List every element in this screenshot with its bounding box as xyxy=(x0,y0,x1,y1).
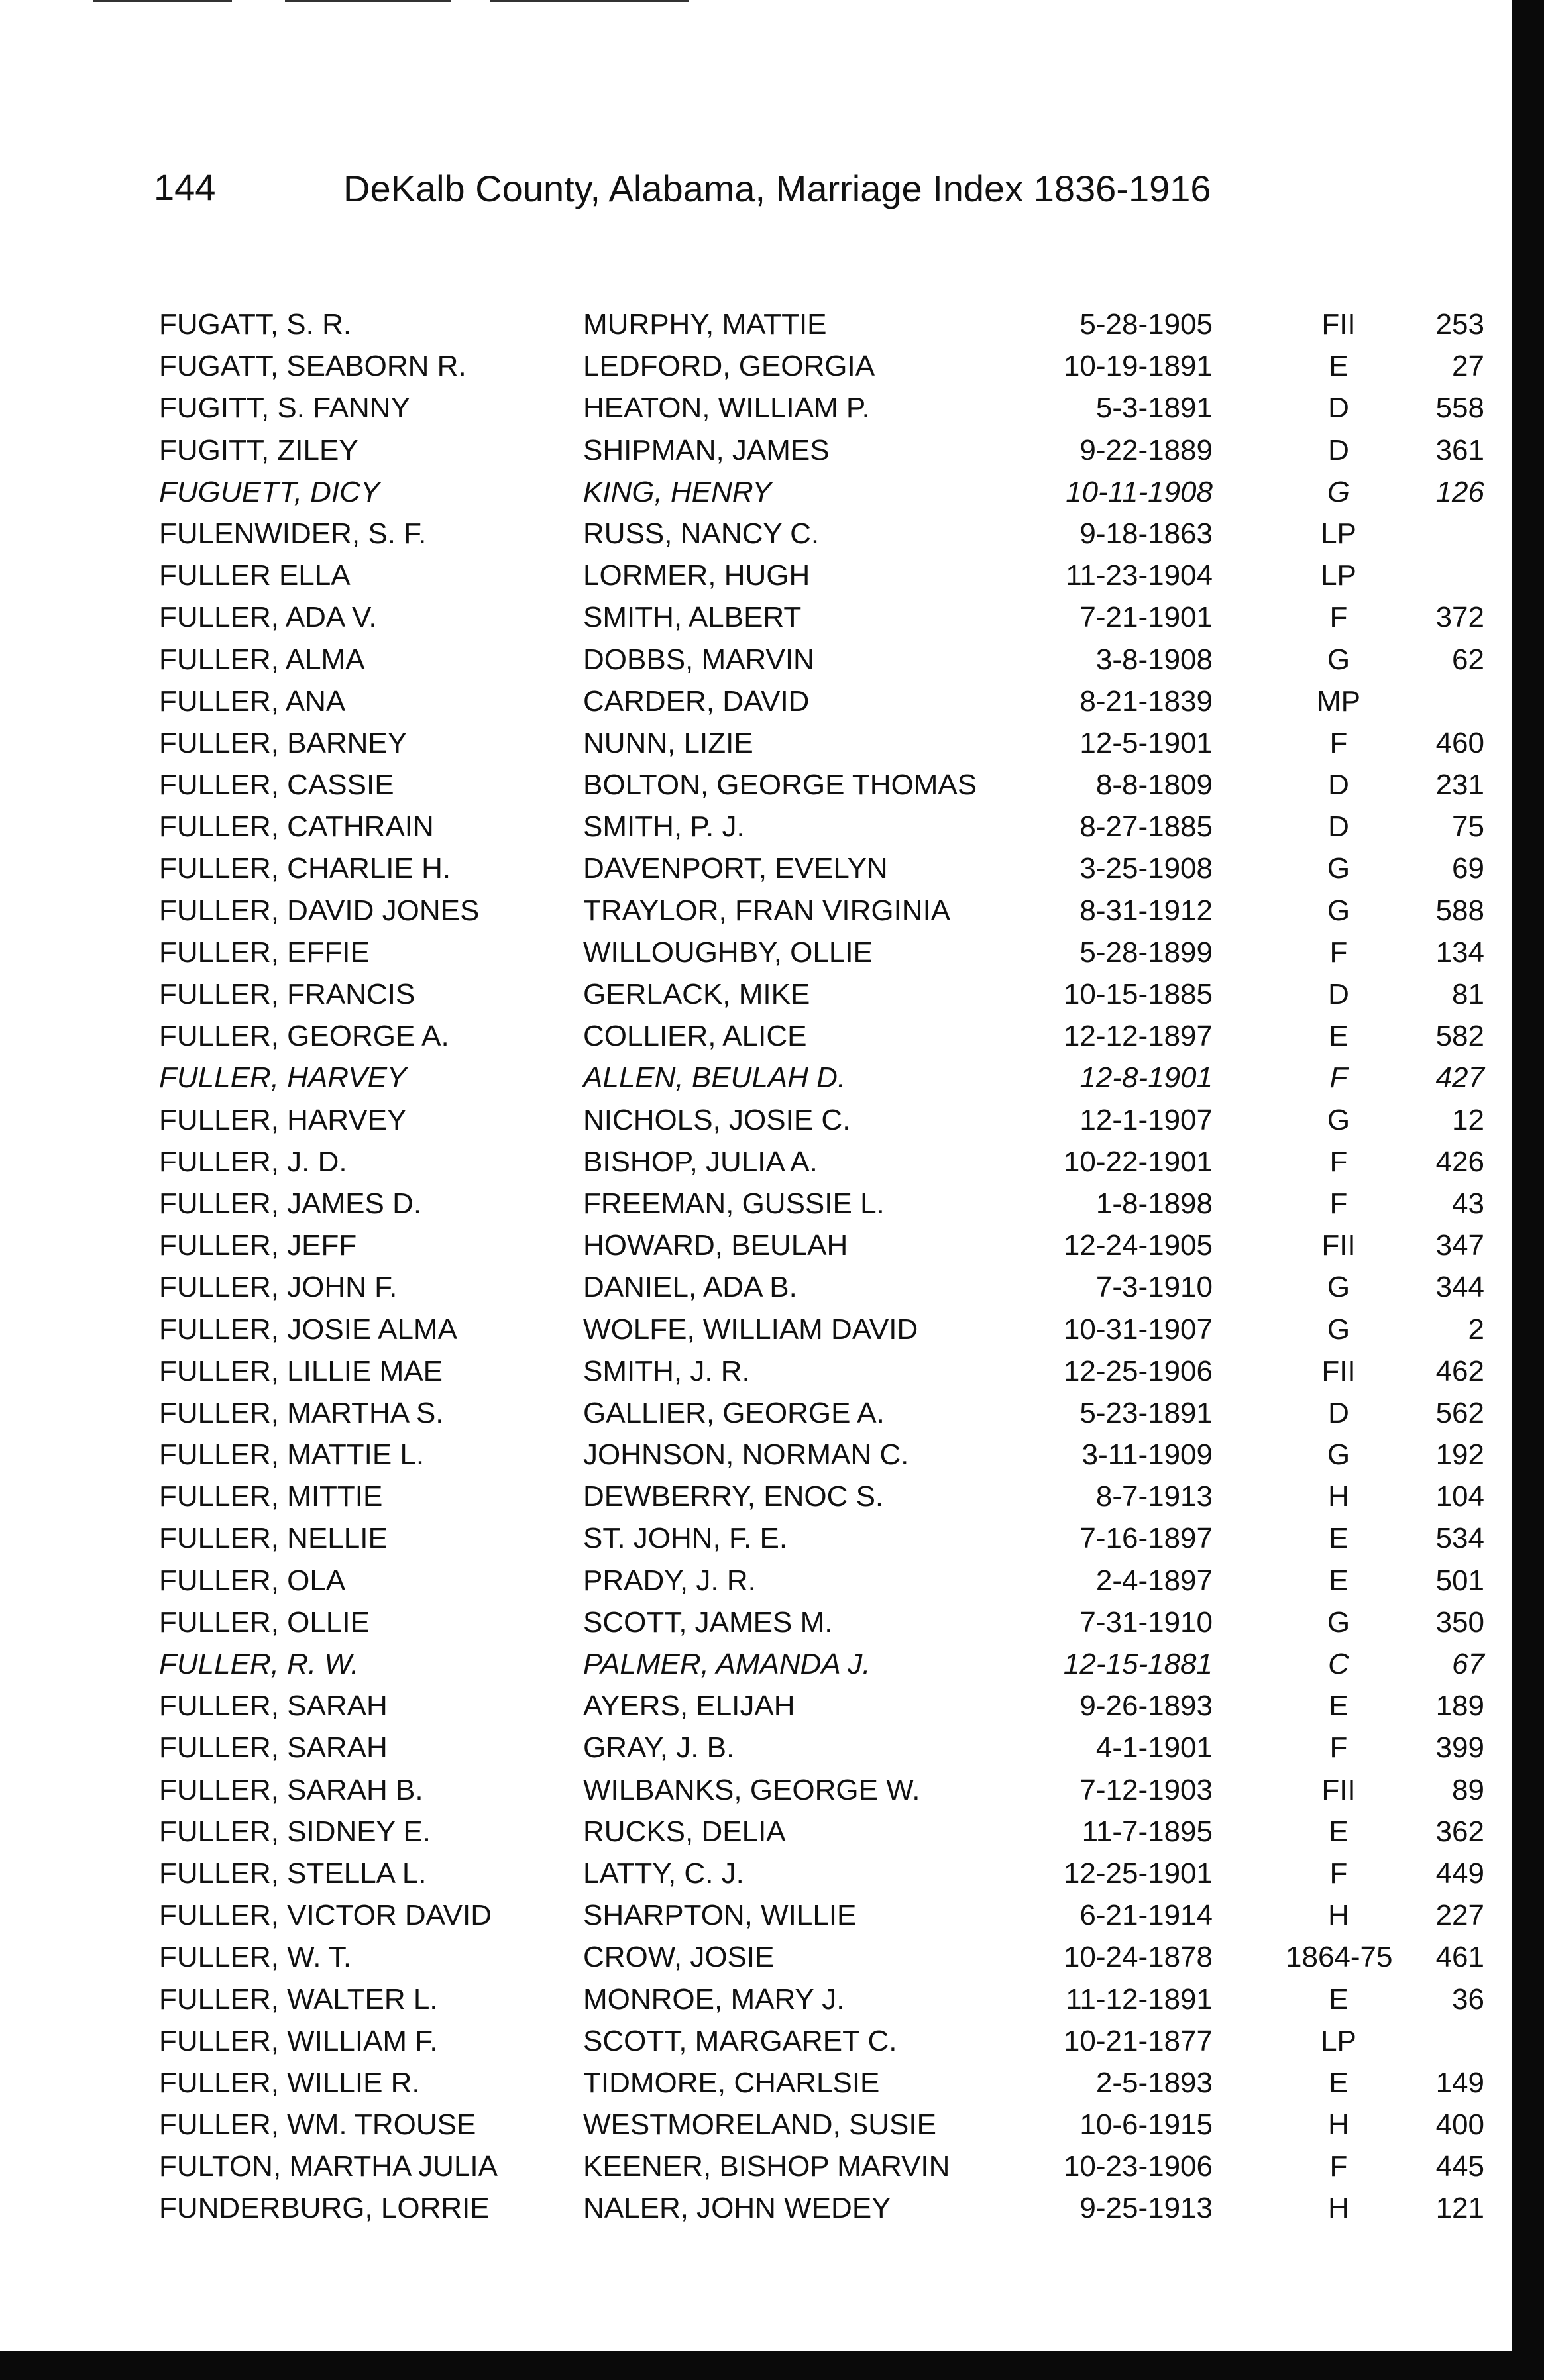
book-code: F xyxy=(1329,1061,1348,1095)
book-code: D xyxy=(1328,392,1349,425)
page-reference: 399 xyxy=(1435,1731,1484,1764)
page-reference: 461 xyxy=(1435,1941,1484,1974)
book-code: E xyxy=(1329,1522,1349,1555)
index-entry-row xyxy=(133,973,1484,1015)
party-1-name: FULLER, OLA xyxy=(159,1564,346,1597)
marriage-date: 2-5-1893 xyxy=(1095,2066,1213,2099)
page-reference: 445 xyxy=(1435,2150,1484,2183)
party-1-name: FULTON, MARTHA JULIA xyxy=(159,2150,498,2183)
party-2-name: SMITH, P. J. xyxy=(583,810,745,843)
page-reference: 562 xyxy=(1435,1396,1484,1429)
index-entry-row xyxy=(133,555,1425,596)
marriage-date: 6-21-1914 xyxy=(1079,1899,1213,1932)
index-entry-row xyxy=(133,1517,1484,1559)
marriage-date: 8-27-1885 xyxy=(1079,810,1213,843)
party-2-name: PRADY, J. R. xyxy=(583,1564,756,1597)
book-code: C xyxy=(1328,1648,1349,1680)
party-2-name: DOBBS, MARVIN xyxy=(583,643,814,676)
marriage-date: 7-31-1910 xyxy=(1079,1605,1213,1639)
marriage-date: 9-22-1889 xyxy=(1079,433,1213,466)
party-2-name: GRAY, J. B. xyxy=(583,1731,735,1764)
marriage-date: 7-12-1903 xyxy=(1079,1773,1213,1806)
page-reference: 89 xyxy=(1452,1773,1484,1806)
index-entry-row xyxy=(133,1350,1484,1392)
marriage-date: 10-24-1878 xyxy=(1063,1941,1213,1974)
index-entry-row xyxy=(133,471,1484,513)
index-entry-row xyxy=(133,2062,1484,2104)
party-1-name: FULLER, STELLA L. xyxy=(159,1857,427,1890)
page-reference: 362 xyxy=(1435,1815,1484,1848)
index-entry-row xyxy=(133,1894,1484,1936)
page-reference: 36 xyxy=(1452,1982,1484,2016)
party-1-name: FULLER, WILLIE R. xyxy=(159,2066,420,2099)
index-entry-row xyxy=(133,1476,1484,1517)
page-reference: 227 xyxy=(1435,1899,1484,1932)
party-2-name: KEENER, BISHOP MARVIN xyxy=(583,2150,950,2183)
book-code: F xyxy=(1329,1857,1348,1890)
party-1-name: FULLER, JAMES D. xyxy=(159,1187,422,1220)
index-entry-row xyxy=(133,513,1425,555)
party-2-name: SCOTT, MARGARET C. xyxy=(583,2024,897,2057)
marriage-date: 11-7-1895 xyxy=(1081,1815,1213,1848)
party-2-name: CARDER, DAVID xyxy=(583,684,810,718)
index-entry-row xyxy=(133,345,1484,387)
party-1-name: FULLER, ALMA xyxy=(159,643,365,676)
party-2-name: SCOTT, JAMES M. xyxy=(583,1605,833,1639)
page-reference: 121 xyxy=(1435,2192,1484,2225)
page-reference: 192 xyxy=(1435,1438,1484,1472)
marriage-date: 11-12-1891 xyxy=(1066,1982,1213,2016)
index-entry-row xyxy=(133,1936,1484,1978)
book-code: D xyxy=(1328,433,1349,466)
party-1-name: FULLER, WILLIAM F. xyxy=(159,2024,438,2057)
book-code: F xyxy=(1329,726,1348,759)
index-entry-row xyxy=(133,806,1484,847)
marriage-date: 10-22-1901 xyxy=(1063,1145,1213,1178)
marriage-date: 12-5-1901 xyxy=(1079,726,1213,759)
index-entry-row xyxy=(133,2145,1484,2187)
page-reference: 69 xyxy=(1452,852,1484,885)
page-reference: 400 xyxy=(1435,2108,1484,2141)
index-entry-row xyxy=(133,387,1484,429)
party-2-name: WILBANKS, GEORGE W. xyxy=(583,1773,920,1806)
index-entry-row xyxy=(133,596,1484,638)
page-reference: 126 xyxy=(1435,475,1484,508)
party-1-name: FULLER, WALTER L. xyxy=(159,1982,438,2016)
index-entry-row xyxy=(133,1727,1484,1768)
index-entry-row xyxy=(133,722,1484,764)
marriage-date: 9-25-1913 xyxy=(1079,2192,1213,2225)
marriage-date: 12-12-1897 xyxy=(1063,1020,1213,1053)
book-code: FII xyxy=(1321,308,1356,341)
party-2-name: ALLEN, BEULAH D. xyxy=(583,1061,846,1095)
book-code: G xyxy=(1327,1605,1351,1639)
index-entry-row xyxy=(133,639,1484,680)
index-entry-row xyxy=(133,1224,1484,1266)
book-code: F xyxy=(1329,936,1348,969)
page-reference: 149 xyxy=(1435,2066,1484,2099)
marriage-date: 12-8-1901 xyxy=(1079,1061,1213,1095)
book-code: D xyxy=(1328,769,1349,802)
book-code: F xyxy=(1329,2150,1348,2183)
page-reference: 558 xyxy=(1435,392,1484,425)
party-2-name: GALLIER, GEORGE A. xyxy=(583,1396,885,1429)
marriage-date: 8-21-1839 xyxy=(1079,684,1213,718)
party-1-name: FULLER, J. D. xyxy=(159,1145,347,1178)
book-code: E xyxy=(1329,1815,1349,1848)
marriage-date: 3-25-1908 xyxy=(1079,852,1213,885)
page-reference: 104 xyxy=(1435,1480,1484,1513)
marriage-date: 2-4-1897 xyxy=(1095,1564,1213,1597)
index-entry-row xyxy=(133,429,1484,471)
book-code: H xyxy=(1328,1480,1349,1513)
book-code: 1864-75 xyxy=(1286,1941,1393,1974)
party-2-name: WOLFE, WILLIAM DAVID xyxy=(583,1313,918,1346)
party-2-name: ST. JOHN, F. E. xyxy=(583,1522,788,1555)
party-1-name: FULLER, ANA xyxy=(159,684,346,718)
page-reference: 12 xyxy=(1452,1103,1484,1136)
book-code: G xyxy=(1327,475,1351,508)
page-title: DeKalb County, Alabama, Marriage Index 1836-1916 xyxy=(343,168,1211,209)
page-reference: 134 xyxy=(1435,936,1484,969)
index-entry-row xyxy=(133,1183,1484,1224)
page-reference: 253 xyxy=(1435,308,1484,341)
party-2-name: DEWBERRY, ENOC S. xyxy=(583,1480,884,1513)
party-2-name: CROW, JOSIE xyxy=(583,1941,775,1974)
party-2-name: MONROE, MARY J. xyxy=(583,1982,845,2016)
page-reference: 27 xyxy=(1452,350,1484,383)
marriage-date: 8-31-1912 xyxy=(1079,894,1213,927)
index-entry-row xyxy=(133,1015,1484,1057)
page-reference: 43 xyxy=(1452,1187,1484,1220)
party-1-name: FUGITT, ZILEY xyxy=(159,433,358,466)
page-reference: 81 xyxy=(1452,978,1484,1010)
marriage-date: 9-26-1893 xyxy=(1079,1690,1213,1723)
page-reference: 426 xyxy=(1435,1145,1484,1178)
book-code: E xyxy=(1329,350,1349,383)
party-2-name: HOWARD, BEULAH xyxy=(583,1229,848,1262)
index-entry-row xyxy=(133,2187,1484,2229)
party-1-name: FULLER, SARAH B. xyxy=(159,1773,423,1806)
book-code: F xyxy=(1329,1187,1348,1220)
party-2-name: MURPHY, MATTIE xyxy=(583,308,827,341)
marriage-date: 10-6-1915 xyxy=(1079,2108,1213,2141)
party-2-name: DAVENPORT, EVELYN xyxy=(583,852,888,885)
marriage-date: 5-23-1891 xyxy=(1079,1396,1213,1429)
marriage-date: 11-23-1904 xyxy=(1066,559,1213,592)
party-1-name: FULLER, OLLIE xyxy=(159,1605,370,1639)
page-reference: 427 xyxy=(1435,1061,1484,1095)
book-code: E xyxy=(1329,2066,1349,2099)
party-2-name: COLLIER, ALICE xyxy=(583,1020,807,1053)
party-2-name: SHIPMAN, JAMES xyxy=(583,433,830,466)
page-reference: 67 xyxy=(1452,1648,1484,1680)
page-reference: 449 xyxy=(1435,1857,1484,1890)
party-1-name: FUGUETT, DICY xyxy=(159,475,380,508)
book-code: E xyxy=(1329,1020,1349,1053)
party-1-name: FULLER, HARVEY xyxy=(159,1061,407,1095)
party-2-name: FREEMAN, GUSSIE L. xyxy=(583,1187,885,1220)
marriage-date: 4-1-1901 xyxy=(1095,1731,1213,1764)
marriage-date: 1-8-1898 xyxy=(1095,1187,1213,1220)
marriage-date: 7-16-1897 xyxy=(1079,1522,1213,1555)
party-1-name: FUNDERBURG, LORRIE xyxy=(159,2192,490,2225)
book-code: F xyxy=(1329,1731,1348,1764)
page-reference: 2 xyxy=(1468,1313,1484,1346)
party-2-name: TRAYLOR, FRAN VIRGINIA xyxy=(583,894,951,927)
page-reference: 372 xyxy=(1435,601,1484,634)
party-1-name: FULLER, HARVEY xyxy=(159,1103,407,1136)
party-2-name: BOLTON, GEORGE THOMAS xyxy=(583,769,977,802)
party-2-name: JOHNSON, NORMAN C. xyxy=(583,1438,909,1472)
marriage-date: 12-1-1907 xyxy=(1079,1103,1213,1136)
page-reference: 350 xyxy=(1435,1605,1484,1639)
book-code: G xyxy=(1327,852,1351,885)
book-code: H xyxy=(1328,2192,1349,2225)
party-2-name: WILLOUGHBY, OLLIE xyxy=(583,936,873,969)
index-entry-row xyxy=(133,1601,1484,1643)
index-entry-row xyxy=(133,890,1484,932)
scan-edge-mark xyxy=(285,0,451,2)
marriage-date: 8-7-1913 xyxy=(1095,1480,1213,1513)
index-entry-row xyxy=(133,1057,1484,1099)
party-2-name: LORMER, HUGH xyxy=(583,559,810,592)
party-1-name: FULENWIDER, S. F. xyxy=(159,517,427,550)
marriage-index-list xyxy=(133,303,1484,2230)
index-entry-row xyxy=(133,1434,1484,1476)
book-code: G xyxy=(1327,1438,1351,1472)
book-code: E xyxy=(1329,1982,1349,2016)
marriage-date: 7-3-1910 xyxy=(1095,1271,1213,1304)
marriage-date: 10-23-1906 xyxy=(1063,2150,1213,2183)
page-number: 144 xyxy=(154,166,216,208)
party-2-name: NICHOLS, JOSIE C. xyxy=(583,1103,851,1136)
book-code: D xyxy=(1328,978,1349,1010)
party-1-name: FULLER, MITTIE xyxy=(159,1480,383,1513)
party-1-name: FULLER, VICTOR DAVID xyxy=(159,1899,492,1932)
party-2-name: KING, HENRY xyxy=(583,475,772,508)
page-reference: 501 xyxy=(1435,1564,1484,1597)
party-1-name: FULLER, EFFIE xyxy=(159,936,370,969)
scan-edge-mark xyxy=(93,0,232,2)
party-1-name: FULLER, SIDNEY E. xyxy=(159,1815,431,1848)
party-1-name: FULLER ELLA xyxy=(159,559,351,592)
page-reference: 231 xyxy=(1435,769,1484,802)
party-1-name: FULLER, JOHN F. xyxy=(159,1271,398,1304)
party-2-name: RUCKS, DELIA xyxy=(583,1815,786,1848)
party-1-name: FULLER, FRANCIS xyxy=(159,978,415,1010)
book-code: E xyxy=(1329,1564,1349,1597)
party-2-name: SMITH, ALBERT xyxy=(583,601,802,634)
party-2-name: LATTY, C. J. xyxy=(583,1857,744,1890)
book-code: G xyxy=(1327,1271,1351,1304)
index-entry-row xyxy=(133,2104,1484,2145)
page-reference: 534 xyxy=(1435,1522,1484,1555)
book-code: LP xyxy=(1321,2024,1356,2057)
book-code: G xyxy=(1327,1103,1351,1136)
book-code: G xyxy=(1327,1313,1351,1346)
marriage-date: 9-18-1863 xyxy=(1079,517,1213,550)
index-entry-row xyxy=(133,1811,1484,1853)
party-1-name: FULLER, SARAH xyxy=(159,1731,388,1764)
page-reference: 347 xyxy=(1435,1229,1484,1262)
party-1-name: FULLER, W. T. xyxy=(159,1941,352,1974)
book-code: MP xyxy=(1317,684,1360,718)
party-2-name: TIDMORE, CHARLSIE xyxy=(583,2066,880,2099)
index-entry-row xyxy=(133,1978,1484,2020)
index-entry-row xyxy=(133,1769,1484,1811)
index-entry-row xyxy=(133,1266,1484,1308)
index-entry-row xyxy=(133,2020,1425,2062)
index-entry-row xyxy=(133,847,1484,889)
party-1-name: FUGITT, S. FANNY xyxy=(159,392,410,425)
party-1-name: FULLER, BARNEY xyxy=(159,726,408,759)
party-2-name: AYERS, ELIJAH xyxy=(583,1690,795,1723)
party-1-name: FULLER, JEFF xyxy=(159,1229,357,1262)
party-1-name: FULLER, SARAH xyxy=(159,1690,388,1723)
page-reference: 361 xyxy=(1435,433,1484,466)
marriage-date: 12-24-1905 xyxy=(1063,1229,1213,1262)
party-2-name: NALER, JOHN WEDEY xyxy=(583,2192,891,2225)
index-entry-row xyxy=(133,764,1484,806)
marriage-date: 10-15-1885 xyxy=(1063,978,1213,1010)
party-1-name: FULLER, MATTIE L. xyxy=(159,1438,425,1472)
party-2-name: SHARPTON, WILLIE xyxy=(583,1899,857,1932)
book-code: G xyxy=(1327,643,1351,676)
index-entry-row xyxy=(133,1141,1484,1183)
marriage-date: 10-21-1877 xyxy=(1063,2024,1213,2057)
party-1-name: FULLER, LILLIE MAE xyxy=(159,1354,443,1387)
index-entry-row xyxy=(133,1392,1484,1434)
page-reference: 462 xyxy=(1435,1354,1484,1387)
marriage-date: 10-19-1891 xyxy=(1063,350,1213,383)
party-2-name: BISHOP, JULIA A. xyxy=(583,1145,818,1178)
index-entry-row xyxy=(133,303,1484,345)
marriage-date: 12-25-1906 xyxy=(1063,1354,1213,1387)
party-2-name: RUSS, NANCY C. xyxy=(583,517,820,550)
scan-border-right xyxy=(1512,0,1544,2380)
party-1-name: FULLER, JOSIE ALMA xyxy=(159,1313,457,1346)
marriage-date: 3-8-1908 xyxy=(1095,643,1213,676)
page-reference: 75 xyxy=(1452,810,1484,843)
party-2-name: PALMER, AMANDA J. xyxy=(583,1648,871,1680)
party-2-name: NUNN, LIZIE xyxy=(583,726,753,759)
book-code: LP xyxy=(1321,559,1356,592)
book-code: D xyxy=(1328,1396,1349,1429)
index-entry-row xyxy=(133,932,1484,973)
marriage-date: 12-15-1881 xyxy=(1063,1648,1213,1680)
scan-border-bottom xyxy=(0,2351,1544,2380)
party-2-name: LEDFORD, GEORGIA xyxy=(583,350,875,383)
party-1-name: FULLER, MARTHA S. xyxy=(159,1396,444,1429)
party-2-name: SMITH, J. R. xyxy=(583,1354,750,1387)
scan-edge-mark xyxy=(490,0,689,2)
book-code: H xyxy=(1328,2108,1349,2141)
book-code: LP xyxy=(1321,517,1356,550)
page-reference: 344 xyxy=(1435,1271,1484,1304)
party-1-name: FULLER, CASSIE xyxy=(159,769,394,802)
index-entry-row xyxy=(133,1853,1484,1894)
marriage-date: 10-11-1908 xyxy=(1066,475,1213,508)
party-2-name: WESTMORELAND, SUSIE xyxy=(583,2108,936,2141)
page-reference: 62 xyxy=(1452,643,1484,676)
book-code: D xyxy=(1328,810,1349,843)
index-entry-row xyxy=(133,680,1425,722)
book-code: F xyxy=(1329,1145,1348,1178)
party-1-name: FULLER, R. W. xyxy=(159,1648,359,1680)
index-entry-row xyxy=(133,1685,1484,1727)
book-code: H xyxy=(1328,1899,1349,1932)
index-entry-row xyxy=(133,1643,1484,1685)
party-2-name: HEATON, WILLIAM P. xyxy=(583,392,870,425)
party-1-name: FULLER, CHARLIE H. xyxy=(159,852,451,885)
page-reference: 588 xyxy=(1435,894,1484,927)
index-entry-row xyxy=(133,1309,1484,1350)
page-reference: 460 xyxy=(1435,726,1484,759)
book-code: G xyxy=(1327,894,1351,927)
book-code: F xyxy=(1329,601,1348,634)
marriage-date: 12-25-1901 xyxy=(1063,1857,1213,1890)
index-entry-row xyxy=(133,1560,1484,1601)
marriage-date: 8-8-1809 xyxy=(1095,769,1213,802)
party-1-name: FUGATT, S. R. xyxy=(159,308,352,341)
party-1-name: FULLER, GEORGE A. xyxy=(159,1020,449,1053)
marriage-date: 7-21-1901 xyxy=(1079,601,1213,634)
party-1-name: FULLER, WM. TROUSE xyxy=(159,2108,476,2141)
party-1-name: FUGATT, SEABORN R. xyxy=(159,350,467,383)
party-1-name: FULLER, CATHRAIN xyxy=(159,810,434,843)
marriage-date: 10-31-1907 xyxy=(1063,1313,1213,1346)
index-entry-row xyxy=(133,1099,1484,1141)
marriage-date: 5-28-1905 xyxy=(1079,308,1213,341)
book-code: FII xyxy=(1321,1354,1356,1387)
party-1-name: FULLER, NELLIE xyxy=(159,1522,388,1555)
party-2-name: DANIEL, ADA B. xyxy=(583,1271,797,1304)
page-reference: 189 xyxy=(1435,1690,1484,1723)
party-1-name: FULLER, DAVID JONES xyxy=(159,894,480,927)
book-code: FII xyxy=(1321,1773,1356,1806)
party-1-name: FULLER, ADA V. xyxy=(159,601,377,634)
book-code: FII xyxy=(1321,1229,1356,1262)
book-code: E xyxy=(1329,1690,1349,1723)
party-2-name: GERLACK, MIKE xyxy=(583,978,810,1010)
marriage-date: 5-28-1899 xyxy=(1079,936,1213,969)
marriage-date: 3-11-1909 xyxy=(1081,1438,1213,1472)
page-reference: 582 xyxy=(1435,1020,1484,1053)
marriage-date: 5-3-1891 xyxy=(1095,392,1213,425)
